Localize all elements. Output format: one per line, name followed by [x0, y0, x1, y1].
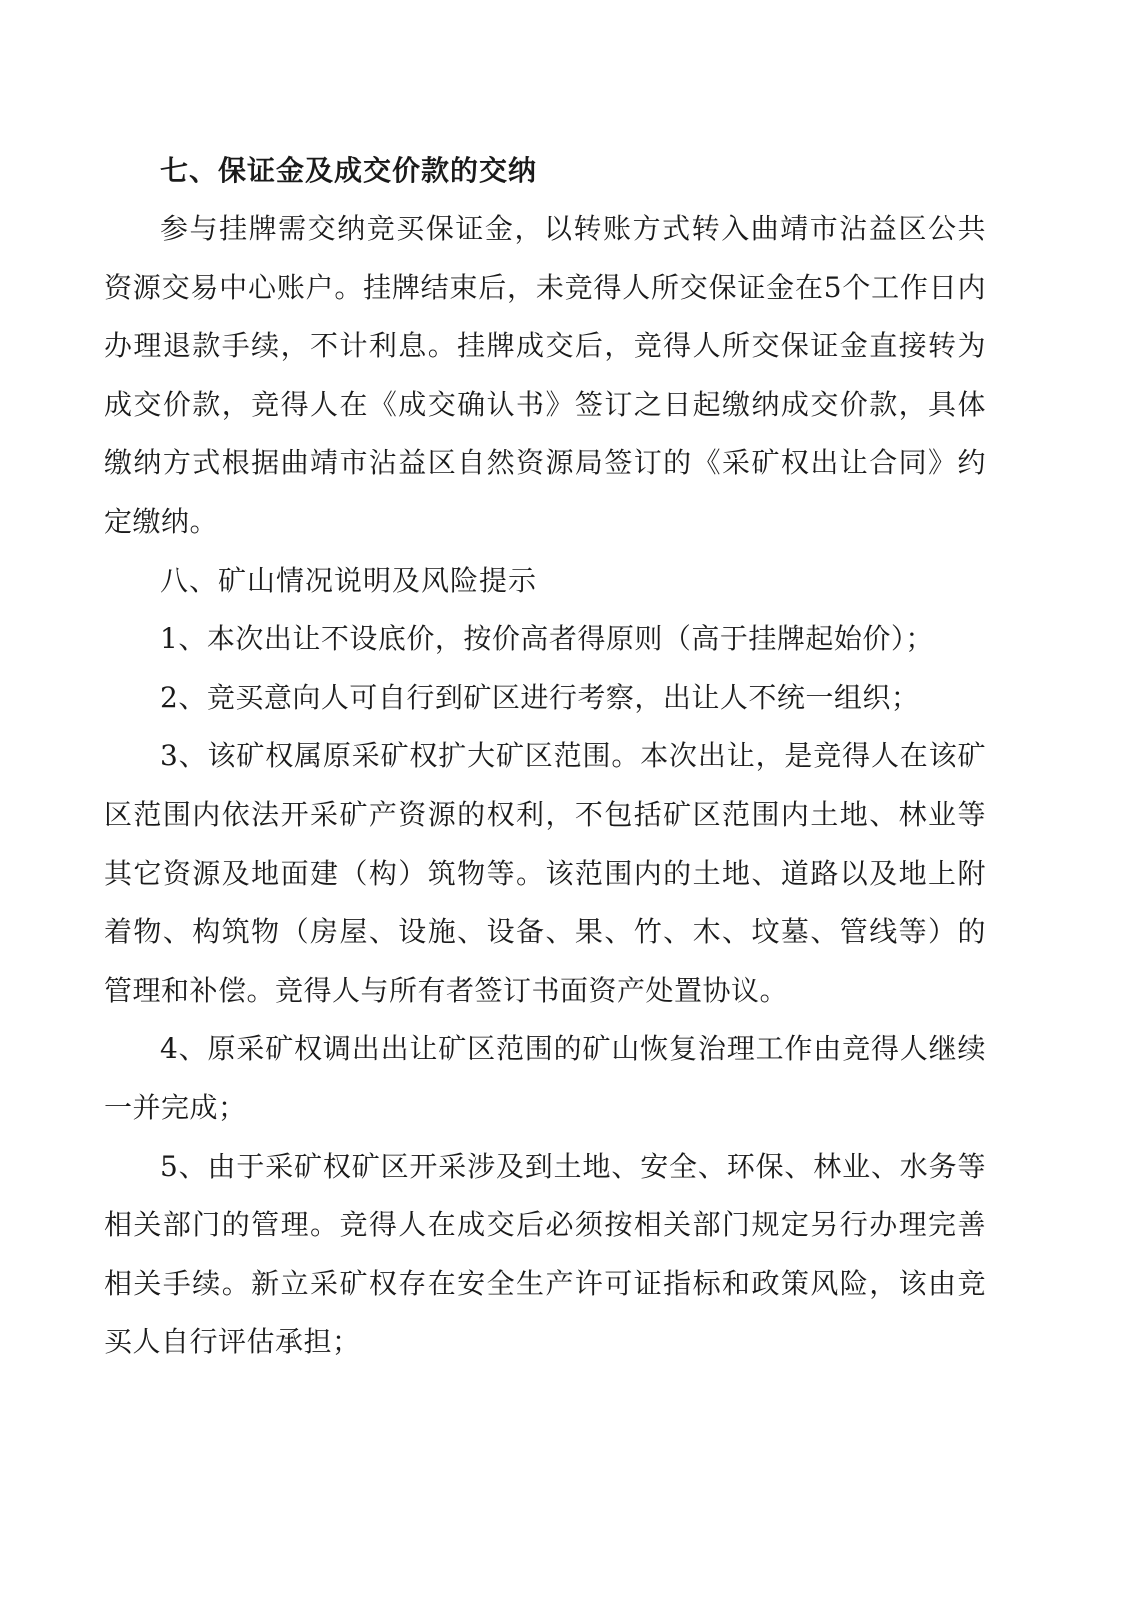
section-eight-item-4: 4、原采矿权调出出让矿区范围的矿山恢复治理工作由竞得人继续一并完成； [104, 1032, 986, 1124]
section-seven-paragraph: 参与挂牌需交纳竞买保证金，以转账方式转入曲靖市沾益区公共资源交易中心账户。挂牌结束后，未竞得人所交保证金在5个工作日内办理退款手续，不计利息。挂牌成交后，竞得人所交保证金直接转为成交价款，竞得人在《成交确认书》签订之日起缴纳成交价款，具体缴纳方式根据曲靖市沾益区自然资源局签订的《采矿权出让合同》约定缴纳。 [104, 212, 986, 538]
section-eight-heading: 八、矿山情况说明及风险提示 [160, 563, 538, 597]
section-seven-heading: 七、保证金及成交价款的交纳 [160, 154, 538, 187]
section-eight-item-2: 2、竞买意向人可自行到矿区进行考察，出让人不统一组织； [160, 680, 920, 714]
section-eight-item-5: 5、由于采矿权矿区开采涉及到土地、安全、环保、林业、水务等相关部门的管理。竞得人在成交后必须按相关部门规定另行办理完善相关手续。新立采矿权存在安全生产许可证指标和政策风险，该由竞买人自行评估承担； [104, 1149, 986, 1359]
section-eight-item-1: 1、本次出让不设底价，按价高者得原则（高于挂牌起始价）； [160, 622, 934, 656]
section-eight-item-3: 3、该矿权属原采矿权扩大矿区范围。本次出让，是竞得人在该矿区范围内依法开采矿产资源的权利，不包括矿区范围内土地、林业等其它资源及地面建（构）筑物等。该范围内的土地、道路以及地上附着物、构筑物（房屋、设施、设备、果、竹、木、坟墓、管线等）的管理和补偿。竞得人与所有者签订书面资产处置协议。 [104, 739, 986, 1007]
document-body [104, 142, 986, 1372]
